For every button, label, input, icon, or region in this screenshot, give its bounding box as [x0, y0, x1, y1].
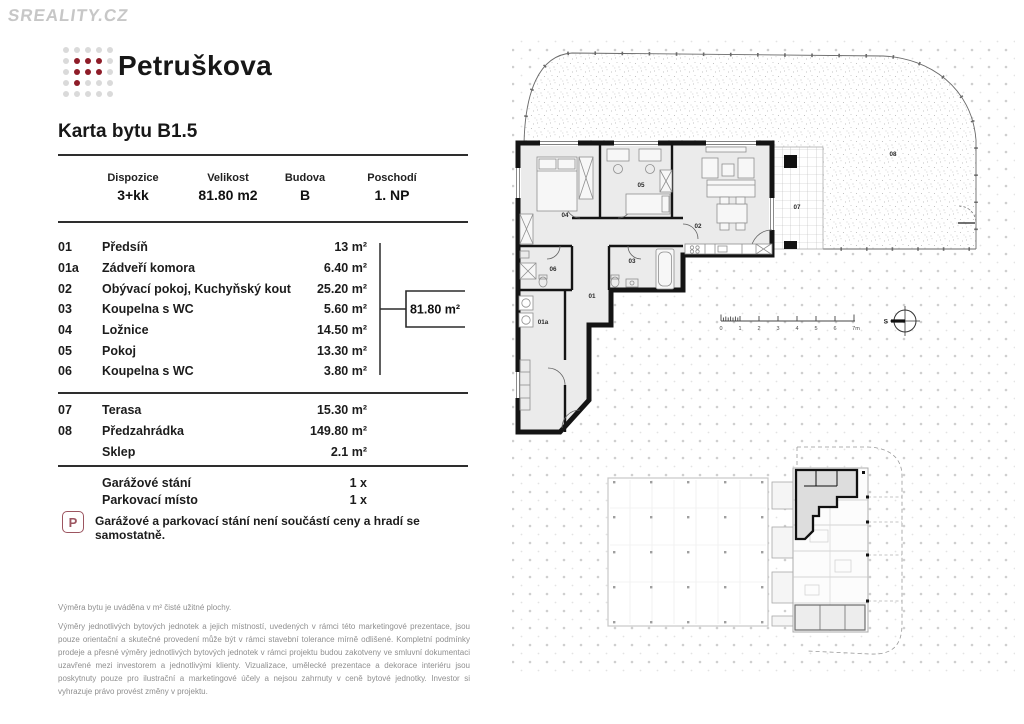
- summary-budova: [268, 172, 342, 203]
- page-title: Karta bytu B1.5: [58, 121, 198, 142]
- outdoor-row: Sklep 2.1 m²: [102, 444, 367, 459]
- divider: [58, 221, 468, 223]
- sreality-watermark: SREALITY.CZ: [6, 6, 130, 25]
- outdoor-row: 07 Terasa 15.30 m²: [58, 402, 367, 417]
- svg-text:3: 3: [776, 326, 780, 332]
- project-name: Petruškova: [118, 50, 272, 81]
- parking-list: [58, 474, 367, 509]
- svg-text:7m: 7m: [852, 326, 860, 332]
- room-label-07: 07: [793, 204, 801, 211]
- summary-label: Velikost: [207, 172, 249, 184]
- room-row: 01a Zádveří komora 6.40 m²: [58, 261, 367, 276]
- summary-velikost: [180, 172, 276, 203]
- svg-text:5: 5: [814, 326, 818, 332]
- divider: [58, 465, 468, 467]
- summary-value: 1. NP: [374, 187, 410, 203]
- room-row: 02 Obývací pokoj, Kuchyňský kout 25.20 m²: [58, 281, 367, 296]
- svg-text:6: 6: [833, 326, 837, 332]
- column: [784, 155, 797, 168]
- parking-row: Garážové stání 1 x: [102, 475, 367, 490]
- compass-north-label: S: [883, 318, 888, 326]
- outdoor-list: [58, 399, 367, 462]
- summary-label: Poschodí: [367, 172, 417, 184]
- disclaimer: [58, 603, 470, 699]
- svg-text:2: 2: [757, 326, 761, 332]
- site-plan: [608, 447, 902, 654]
- svg-text:1: 1: [738, 326, 742, 332]
- summary-label: Budova: [284, 172, 326, 184]
- lower-unit: [795, 605, 865, 630]
- room-row: 01 Předsíň 13 m²: [58, 240, 367, 255]
- summary-poschodi: [344, 172, 440, 203]
- divider: [58, 154, 468, 156]
- disclaimer-paragraph: Výměry jednotlivých bytových jednotek a jejich místností, uvedených v rámci této marketingové prezentace, jsou pouze orientační a skutečné provedení může být v rámci stavební tolerance mírně odlišené. Kompletní podmínky prodeje a přesné výměry jednotlivých bytových jednotek v rámci projektu budou zakotveny ve smluvní dokumentaci uzavřené mezi investorem a jednotlivými klienty. Vizualizace, umělecké prezentace a dekorace interiéru jsou poskytnuty pouze pro ilustrační a marketingové účely a nejsou zahrnuty v ceně bytové jednotky. Investor si vyhrazuje právo provést změny v projektu.: [58, 622, 470, 696]
- room-label-05: 05: [637, 182, 645, 189]
- column: [784, 241, 797, 249]
- floor-plan: [510, 30, 1024, 724]
- room-label-06: 06: [549, 266, 557, 273]
- project-logo-icon: [60, 44, 115, 99]
- outdoor-row: 08 Předzahrádka 149.80 m²: [58, 423, 367, 438]
- total-area-value: 81.80 m²: [409, 302, 461, 317]
- room-row: 03 Koupelna s WC 5.60 m²: [58, 302, 367, 317]
- room-label-03: 03: [628, 258, 636, 265]
- total-area-bracket: [372, 236, 472, 386]
- parking-note: [62, 511, 462, 542]
- summary-value: B: [299, 187, 311, 203]
- terrace-area: [772, 147, 823, 249]
- divider: [58, 392, 468, 394]
- room-label-08: 08: [889, 151, 897, 158]
- room-row: 06 Koupelna s WC 3.80 m²: [58, 364, 367, 379]
- svg-text:0: 0: [719, 326, 723, 332]
- room-label-04: 04: [561, 212, 569, 219]
- summary-value: 3+kk: [117, 187, 149, 203]
- svg-text:4: 4: [795, 326, 799, 332]
- summary-value: 81.80 m2: [198, 187, 258, 203]
- room-list: [58, 237, 367, 382]
- garage-building: [608, 478, 768, 626]
- room-label-02: 02: [694, 223, 702, 230]
- parking-icon: P: [62, 511, 84, 533]
- room-row: 04 Ložnice 14.50 m²: [58, 323, 367, 338]
- parking-note-text: Garážové a parkovací stání není součástí ceny a hradí se samostatně.: [95, 514, 420, 542]
- room-label-01a: 01a: [537, 319, 549, 326]
- parking-row: Parkovací místo 1 x: [102, 493, 367, 508]
- disclaimer-line: Výměra bytu je uváděna v m² čisté užitné plochy.: [58, 603, 232, 612]
- summary-dispozice: [88, 172, 178, 203]
- summary-label: Dispozice: [107, 172, 159, 184]
- room-row: 05 Pokoj 13.30 m²: [58, 343, 367, 358]
- room-label-01: 01: [588, 293, 596, 300]
